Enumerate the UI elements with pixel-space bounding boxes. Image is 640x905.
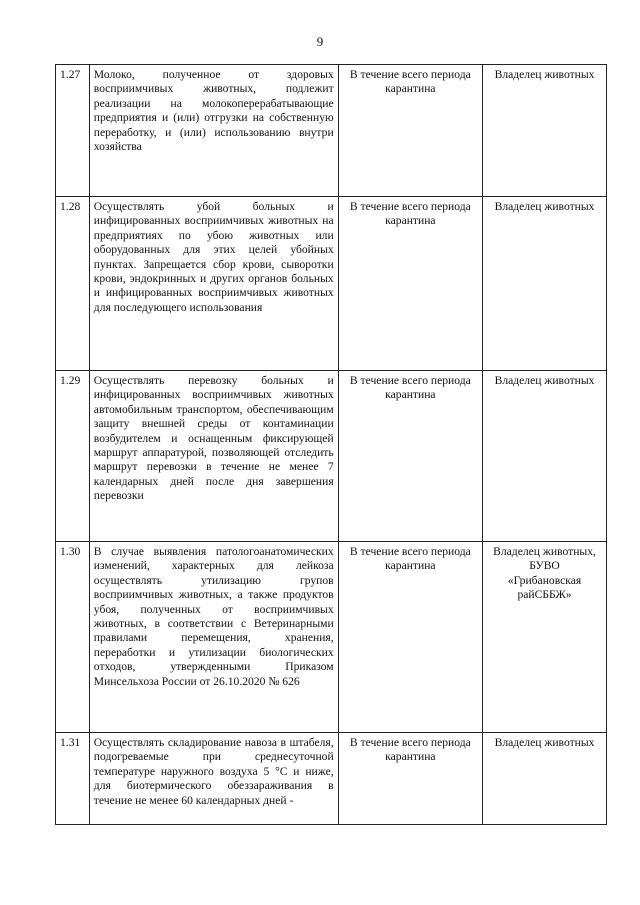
responsible-cell — [483, 197, 607, 371]
responsible-text: Владелец животных, — [493, 545, 596, 558]
responsible-text: Владелец животных — [494, 374, 595, 387]
table-row — [56, 733, 607, 825]
page-number: 9 — [316, 34, 324, 49]
measure-text: Осуществлять перевозку больных и инфицированных восприимчивых животных автомобильным транспортом, обеспечивающим защиту внешней среды от контаминации возбудителем и оснащенным фиксирующей маршрут аппаратурой, позволяющей отследить маршрут перевозки в течение не менее 7 календарных дней после дня завершения перевозки — [89, 371, 338, 542]
item-number: 1.30 — [56, 542, 90, 733]
measure-text: В случае выявления патологоанатомических изменений, характерных для лейкоза осуществлять утилизацию групов восприимчивых животных, а также продуктов убоя, полученных от восприимчивых животных, в соответствии с Ветеринарными правилами перемещения, хранения, переработки и утилизации биологических отходов, утвержденными Приказом Минсельхоза России от 26.10.2020 № 626 — [89, 542, 338, 733]
measure-text: Осуществлять складирование навоза в штабеля, подогреваемые при среднесуточной температуре наружного воздуха 5 °С и ниже, для биотермического обеззараживания в течение не менее 60 календарных дней - — [89, 733, 338, 825]
responsible-cell — [483, 542, 607, 733]
responsible-cell — [483, 65, 607, 197]
responsible-text: райСББЖ» — [517, 588, 572, 602]
item-number: 1.28 — [56, 197, 90, 371]
term-text: В течение всего периода карантина — [338, 371, 482, 542]
item-number: 1.31 — [56, 733, 90, 825]
responsible-cell — [483, 733, 607, 825]
table-row — [56, 371, 607, 542]
responsible-text: БУВО — [529, 559, 560, 573]
responsible-cell — [483, 371, 607, 542]
term-text: В течение всего периода карантина — [338, 733, 482, 825]
term-text: В течение всего периода карантина — [338, 197, 482, 371]
responsible-text: «Грибановская — [507, 573, 582, 587]
responsible-text: Владелец животных — [494, 200, 595, 213]
table-row — [56, 542, 607, 733]
responsible-text: Владелец животных — [494, 736, 595, 749]
table-row — [56, 197, 607, 371]
measures-table — [55, 64, 607, 825]
measure-text: Молоко, полученное от здоровых восприимчивых животных, подлежит реализации на молокоперерабатывающие предприятия и (или) отгрузки на собственную переработку, и (или) использованию внутри хозяйства — [89, 65, 338, 197]
measure-text: Осуществлять убой больных и инфицированных восприимчивых животных на предприятиях по убою животных или оборудованных для этих целей убойных пунктах. Запрещается сбор крови, сыворотки крови, эндокринных и других органов больных и инфицированных восприимчивых животных для последующего использования — [89, 197, 338, 371]
responsible-text: Владелец животных — [494, 68, 595, 81]
item-number: 1.27 — [56, 65, 90, 197]
term-text: В течение всего периода карантина — [338, 542, 482, 733]
item-number: 1.29 — [56, 371, 90, 542]
table-row — [56, 65, 607, 197]
term-text: В течение всего периода карантина — [338, 65, 482, 197]
